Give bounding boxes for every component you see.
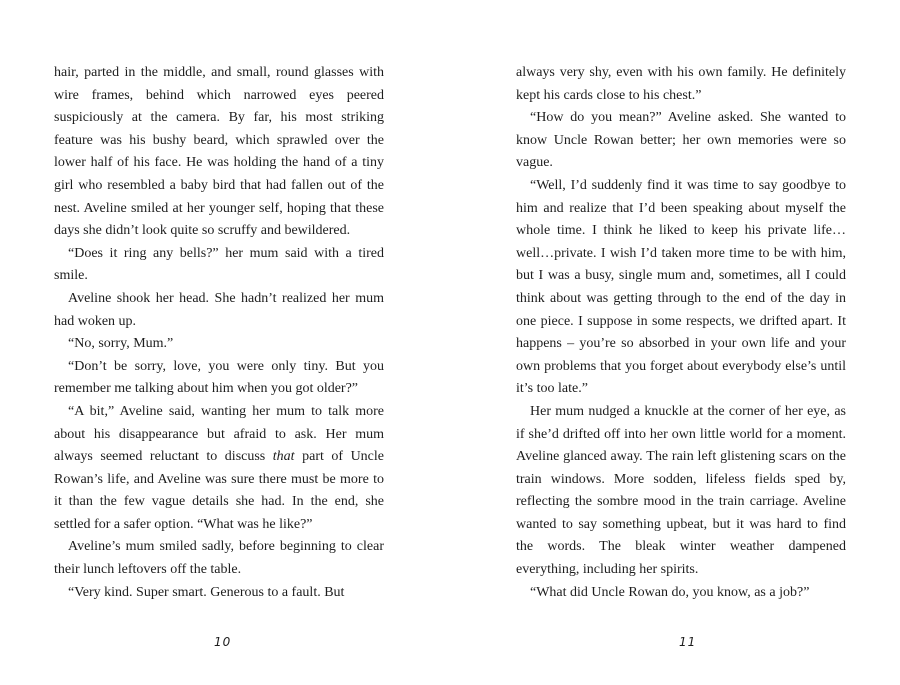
paragraph: “How do you mean?” Aveline asked. She wanted to know Uncle Rowan better; her own memories were so vague. [516, 110, 846, 171]
paragraph: hair, parted in the middle, and small, round glasses with wire frames, behind which narrowed eyes peered suspiciously at the camera. By far, his most striking feature was his bushy beard, which sprawled over the lower half of his face. He was holding the hand of a tiny girl who resembled a baby bird that had fallen out of the nest. Aveline smiled at her younger self, hoping that these days she didn’t look quite so scruffy and bewildered. [54, 65, 384, 239]
page-number: 11 [679, 635, 697, 649]
paragraph: Aveline’s mum smiled sadly, before beginning to clear their lunch leftovers off the table. [54, 539, 384, 578]
left-page-text [54, 62, 384, 604]
paragraph: Her mum nudged a knuckle at the corner of her eye, as if she’d drifted off into her own little world for a moment. Aveline glanced away. The rain left glistening scars on the train windows. More sodden, lifeless fields sped by, reflecting the sombre mood in the train carriage. Aveline wanted to say something upbeat, but it was hard to find the words. The bleak winter weather dampened everything, including her spirits. [516, 403, 846, 578]
paragraph-text: part of Uncle Rowan’s life, and Aveline was sure there must be more to it than the few vague details she had. In the end, she settled for a safer option. “What was he like?” [54, 449, 385, 532]
paragraph: “Don’t be sorry, love, you were only tiny. But you remember me talking about him when you got older?” [54, 358, 384, 397]
paragraph: “What did Uncle Rowan do, you know, as a job?” [530, 584, 810, 600]
paragraph-text: “A bit,” Aveline said, wanting her mum to talk more about his disappearance but afraid to ask. Her mum always seemed reluctant to discuss [54, 403, 384, 465]
paragraph: “Does it ring any bells?” her mum said with a tired smile. [54, 245, 384, 284]
paragraph: “No, sorry, Mum.” [68, 336, 174, 352]
paragraph: “Well, I’d suddenly find it was time to say goodbye to him and realize that I’d been speaking about myself the whole time. I think he liked to keep his private life… well…private. I wish I’d taken more time to be with him, but I was a busy, single mum and, sometimes, all I could think about was getting through to the end of the day in one piece. I suppose in some respects, we drifted apart. It happens – you’re so absorbed in your own life and your own problems that you forget about everybody else’s until it’s too late.” [516, 177, 846, 397]
italic-emphasis: that [272, 449, 295, 465]
paragraph [54, 401, 384, 537]
paragraph: “Very kind. Super smart. Generous to a fault. But [68, 584, 345, 600]
paragraph: always very shy, even with his own family. He definitely kept his cards close to his chest.” [516, 65, 846, 103]
page-number: 10 [214, 635, 232, 649]
paragraph: Aveline shook her head. She hadn’t realized her mum had woken up. [54, 290, 384, 329]
right-page-text [516, 62, 846, 604]
right-page [450, 0, 900, 685]
